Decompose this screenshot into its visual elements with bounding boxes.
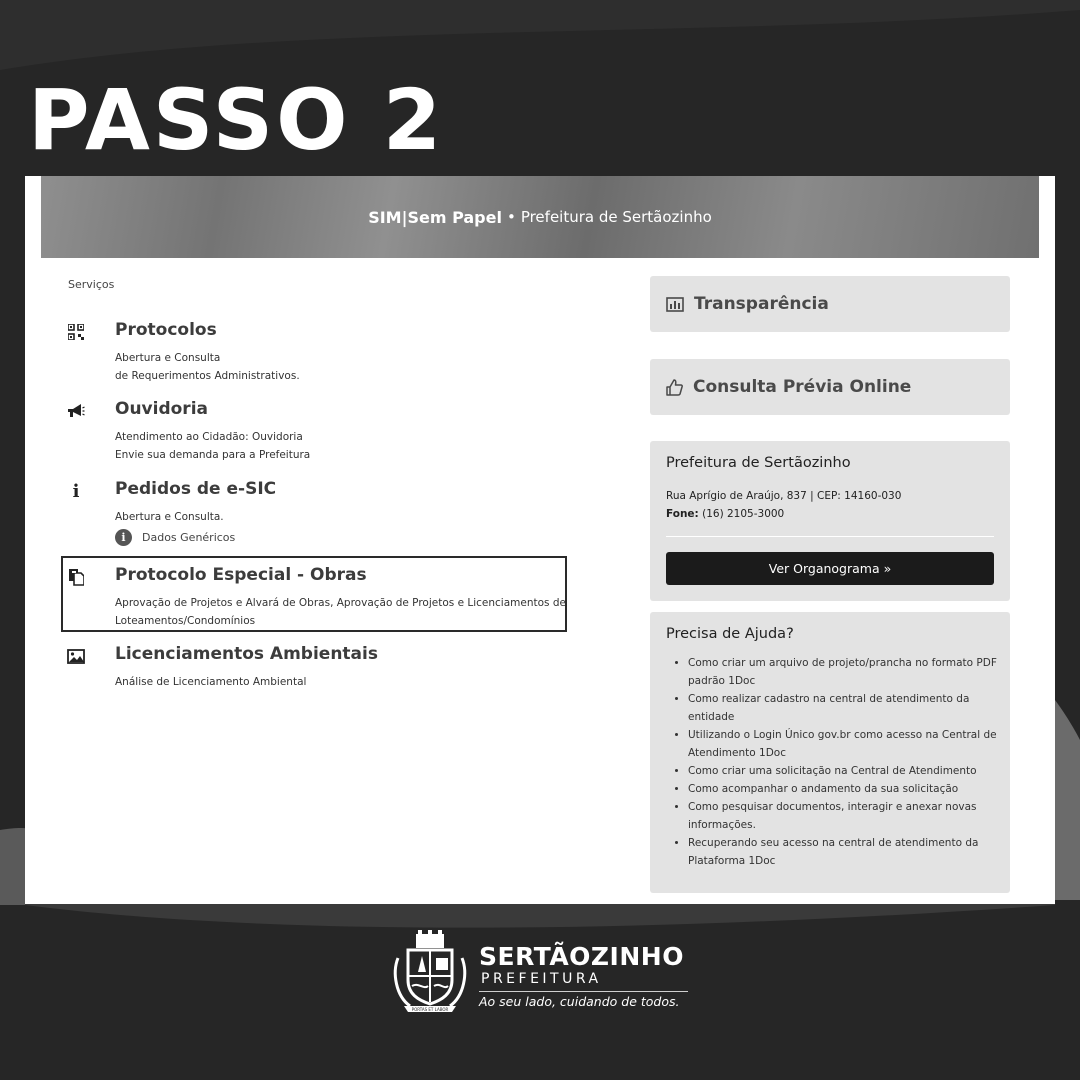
address-line: Rua Aprígio de Araújo, 837 | CEP: 14160-030 (666, 490, 902, 502)
help-link[interactable]: • Como acompanhar o andamento da sua solicitação (688, 780, 1018, 798)
info-circle-icon: i (115, 529, 132, 546)
service-description (115, 594, 566, 630)
consulta-previa-button[interactable] (650, 359, 1010, 415)
service-description (115, 508, 224, 526)
desc-line: Atendimento ao Cidadão: Ouvidoria (115, 431, 303, 443)
service-description (115, 349, 300, 385)
prefeitura-address (666, 487, 901, 523)
desc-line: Aprovação de Projetos e Alvará de Obras, Aprovação de Projetos e Licenciamentos de (115, 597, 566, 609)
desc-line: Envie sua demanda para a Prefeitura (115, 449, 311, 461)
service-licenciamentos-ambientais[interactable] (65, 644, 585, 688)
bar-chart-icon (666, 297, 684, 312)
service-title[interactable]: Protocolos (115, 320, 217, 340)
city-seal-logo (388, 928, 472, 1014)
seal-motto: PORTAS ET LABOR (411, 1007, 449, 1012)
transparencia-button[interactable] (650, 276, 1010, 332)
service-description (115, 673, 306, 691)
footer-city-name: SERTÃOZINHO (479, 942, 684, 971)
service-title[interactable]: Protocolo Especial - Obras (115, 565, 367, 585)
transparencia-title[interactable] (666, 276, 829, 332)
consulta-label[interactable]: Consulta Prévia Online (693, 377, 912, 397)
desc-line: Abertura e Consulta. (115, 511, 224, 523)
consulta-title[interactable] (666, 359, 911, 415)
service-title[interactable]: Ouvidoria (115, 399, 208, 419)
transparencia-label[interactable]: Transparência (694, 294, 829, 314)
site-banner (41, 176, 1039, 258)
subnote-label[interactable]: Dados Genéricos (142, 531, 236, 544)
desc-line: Análise de Licenciamento Ambiental (115, 676, 307, 688)
service-ouvidoria[interactable] (65, 399, 585, 459)
prefeitura-panel (650, 441, 1010, 601)
footer-divider (479, 991, 688, 992)
step-heading: PASSO 2 (28, 71, 445, 169)
desc-line: Abertura e Consulta (115, 352, 221, 364)
help-links (670, 654, 1018, 870)
service-protocolos[interactable] (65, 320, 585, 380)
desc-line: Loteamentos/Condomínios (115, 615, 256, 627)
footer-tagline: Ao seu lado, cuidando de todos. (479, 994, 680, 1009)
phone-label: Fone: (666, 508, 699, 520)
prefeitura-title: Prefeitura de Sertãozinho (666, 455, 851, 471)
help-link[interactable]: • Recuperando seu acesso na central de atendimento da Plataforma 1Doc (688, 834, 1018, 870)
documents-icon (65, 567, 87, 587)
help-title: Precisa de Ajuda? (666, 626, 794, 642)
help-link[interactable]: • Utilizando o Login Único gov.br como acesso na Central de Atendimento 1Doc (688, 726, 1018, 762)
dados-genericos-link[interactable] (115, 529, 235, 546)
phone-number: (16) 2105-3000 (702, 508, 785, 520)
brand-name[interactable]: SIM|Sem Papel (368, 207, 502, 227)
help-link[interactable]: • Como criar uma solicitação na Central de Atendimento (688, 762, 1018, 780)
service-title[interactable]: Pedidos de e-SIC (115, 479, 277, 499)
phone-line (666, 505, 901, 523)
service-title[interactable]: Licenciamentos Ambientais (115, 644, 378, 664)
divider (666, 536, 994, 537)
service-protocolo-especial-obras[interactable] (65, 565, 585, 627)
footer-subtitle: PREFEITURA (481, 971, 602, 987)
banner-org: Prefeitura de Sertãozinho (520, 208, 712, 226)
megaphone-icon (65, 401, 87, 421)
help-panel (650, 612, 1010, 893)
help-link[interactable]: • Como criar um arquivo de projeto/prancha no formato PDF padrão 1Doc (688, 654, 1018, 690)
ver-organograma-button[interactable]: Ver Organograma » (666, 552, 994, 585)
thumbs-up-icon (666, 379, 683, 396)
screenshot-frame (25, 176, 1055, 904)
info-icon: i (72, 480, 80, 502)
service-esic[interactable] (65, 479, 585, 529)
banner-separator: • (506, 208, 516, 226)
qrcode-icon (65, 322, 87, 342)
help-link[interactable]: • Como realizar cadastro na central de atendimento da entidade (688, 690, 1018, 726)
service-description (115, 428, 310, 464)
image-icon (65, 646, 87, 666)
desc-line: de Requerimentos Administrativos. (115, 370, 300, 382)
help-link[interactable]: • Como pesquisar documentos, interagir e anexar novas informações. (688, 798, 1018, 834)
services-label: Serviços (68, 278, 115, 291)
